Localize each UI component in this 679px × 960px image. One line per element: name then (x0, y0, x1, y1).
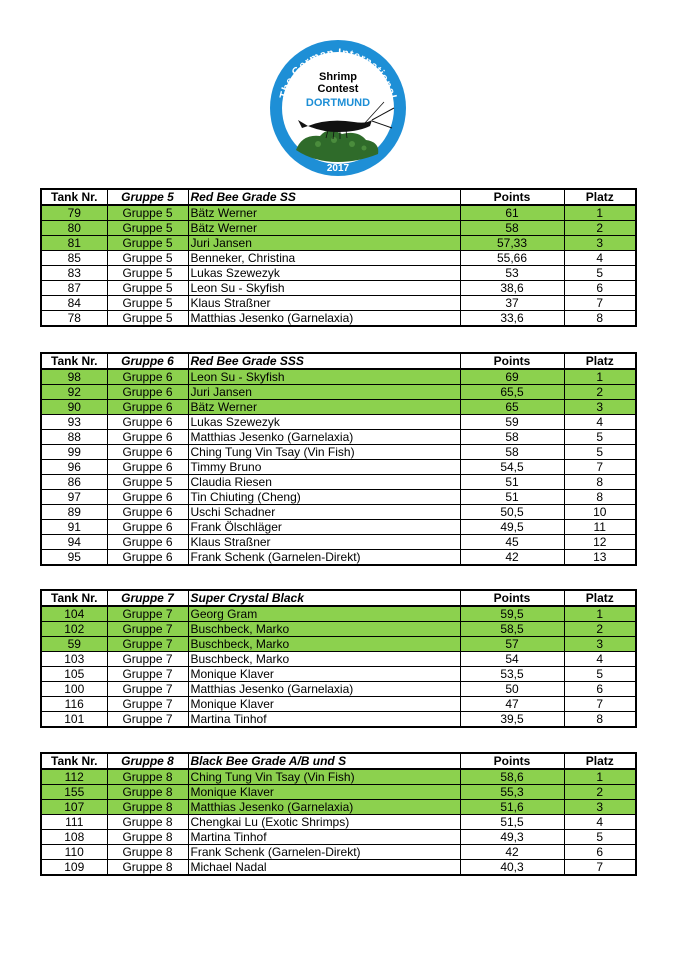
col-header-group: Gruppe 6 (107, 353, 188, 369)
cell-platz: 8 (564, 475, 636, 490)
col-header-tank: Tank Nr. (41, 753, 107, 769)
cell-platz: 1 (564, 205, 636, 221)
cell-group: Gruppe 8 (107, 815, 188, 830)
cell-name: Klaus Straßner (188, 535, 460, 550)
col-header-platz: Platz (564, 189, 636, 205)
cell-points: 37 (460, 296, 564, 311)
table-row (41, 505, 636, 520)
cell-tank: 100 (41, 682, 107, 697)
cell-tank: 96 (41, 460, 107, 475)
cell-name: Leon Su - Skyfish (188, 281, 460, 296)
cell-platz: 8 (564, 311, 636, 327)
cell-platz: 7 (564, 697, 636, 712)
cell-platz: 1 (564, 769, 636, 785)
cell-tank: 111 (41, 815, 107, 830)
cell-points: 65 (460, 400, 564, 415)
cell-points: 54 (460, 652, 564, 667)
cell-points: 54,5 (460, 460, 564, 475)
cell-name: Bätz Werner (188, 221, 460, 236)
logo-line2: Contest (317, 83, 359, 95)
cell-tank: 109 (41, 860, 107, 876)
cell-group: Gruppe 7 (107, 606, 188, 622)
table-row (41, 205, 636, 221)
cell-platz: 4 (564, 815, 636, 830)
cell-name: Matthias Jesenko (Garnelaxia) (188, 430, 460, 445)
cell-group: Gruppe 8 (107, 845, 188, 860)
cell-platz: 8 (564, 490, 636, 505)
col-header-tank: Tank Nr. (41, 189, 107, 205)
cell-name: Claudia Riesen (188, 475, 460, 490)
table-row (41, 311, 636, 327)
cell-tank: 87 (41, 281, 107, 296)
table-row (41, 520, 636, 535)
cell-points: 58,5 (460, 622, 564, 637)
cell-points: 58,6 (460, 769, 564, 785)
cell-platz: 3 (564, 800, 636, 815)
table-row (41, 845, 636, 860)
cell-group: Gruppe 8 (107, 800, 188, 815)
cell-platz: 7 (564, 296, 636, 311)
cell-platz: 2 (564, 622, 636, 637)
cell-platz: 5 (564, 830, 636, 845)
cell-tank: 101 (41, 712, 107, 728)
logo-arc-text: The German International (277, 46, 399, 100)
cell-platz: 13 (564, 550, 636, 566)
cell-name: Monique Klaver (188, 697, 460, 712)
results-table-gruppe-7 (40, 589, 637, 728)
cell-tank: 86 (41, 475, 107, 490)
cell-points: 51,6 (460, 800, 564, 815)
cell-name: Buschbeck, Marko (188, 637, 460, 652)
cell-name: Matthias Jesenko (Garnelaxia) (188, 311, 460, 327)
cell-name: Frank Schenk (Garnelen-Direkt) (188, 845, 460, 860)
cell-name: Martina Tinhof (188, 712, 460, 728)
cell-tank: 107 (41, 800, 107, 815)
cell-name: Tin Chiuting (Cheng) (188, 490, 460, 505)
table-row (41, 800, 636, 815)
table-header-row (41, 189, 636, 205)
cell-group: Gruppe 8 (107, 860, 188, 876)
cell-group: Gruppe 7 (107, 682, 188, 697)
cell-tank: 155 (41, 785, 107, 800)
cell-name: Timmy Bruno (188, 460, 460, 475)
cell-name: Georg Gram (188, 606, 460, 622)
cell-group: Gruppe 7 (107, 622, 188, 637)
table-row (41, 712, 636, 728)
cell-group: Gruppe 5 (107, 311, 188, 327)
cell-name: Frank Ölschläger (188, 520, 460, 535)
cell-tank: 112 (41, 769, 107, 785)
cell-name: Juri Jansen (188, 236, 460, 251)
cell-platz: 6 (564, 845, 636, 860)
cell-name: Buschbeck, Marko (188, 652, 460, 667)
table-row (41, 550, 636, 566)
cell-platz: 3 (564, 400, 636, 415)
table-row (41, 652, 636, 667)
cell-points: 50,5 (460, 505, 564, 520)
col-header-points: Points (460, 753, 564, 769)
table-row (41, 682, 636, 697)
cell-points: 57,33 (460, 236, 564, 251)
cell-name: Uschi Schadner (188, 505, 460, 520)
cell-platz: 7 (564, 460, 636, 475)
table-row (41, 236, 636, 251)
col-header-points: Points (460, 189, 564, 205)
cell-points: 49,5 (460, 520, 564, 535)
cell-platz: 4 (564, 652, 636, 667)
cell-group: Gruppe 6 (107, 445, 188, 460)
table-row (41, 535, 636, 550)
cell-platz: 5 (564, 266, 636, 281)
col-header-category: Super Crystal Black (188, 590, 460, 606)
cell-group: Gruppe 5 (107, 251, 188, 266)
cell-tank: 59 (41, 637, 107, 652)
cell-tank: 88 (41, 430, 107, 445)
cell-tank: 92 (41, 385, 107, 400)
col-header-category: Red Bee Grade SS (188, 189, 460, 205)
col-header-group: Gruppe 8 (107, 753, 188, 769)
cell-name: Ching Tung Vin Tsay (Vin Fish) (188, 769, 460, 785)
cell-name: Ching Tung Vin Tsay (Vin Fish) (188, 445, 460, 460)
table-row (41, 830, 636, 845)
cell-group: Gruppe 6 (107, 400, 188, 415)
cell-points: 59 (460, 415, 564, 430)
cell-tank: 98 (41, 369, 107, 385)
cell-group: Gruppe 5 (107, 281, 188, 296)
cell-points: 40,3 (460, 860, 564, 876)
cell-group: Gruppe 6 (107, 430, 188, 445)
cell-points: 57 (460, 637, 564, 652)
table-row (41, 296, 636, 311)
cell-platz: 6 (564, 281, 636, 296)
cell-name: Matthias Jesenko (Garnelaxia) (188, 800, 460, 815)
table-row (41, 430, 636, 445)
cell-group: Gruppe 6 (107, 505, 188, 520)
results-table-gruppe-6 (40, 352, 637, 566)
cell-name: Bätz Werner (188, 205, 460, 221)
cell-platz: 3 (564, 236, 636, 251)
cell-points: 38,6 (460, 281, 564, 296)
cell-points: 45 (460, 535, 564, 550)
cell-platz: 12 (564, 535, 636, 550)
cell-platz: 6 (564, 682, 636, 697)
cell-tank: 78 (41, 311, 107, 327)
logo-line1: Shrimp (319, 71, 357, 83)
cell-group: Gruppe 6 (107, 385, 188, 400)
table-row (41, 490, 636, 505)
cell-group: Gruppe 5 (107, 266, 188, 281)
table-row (41, 281, 636, 296)
cell-points: 61 (460, 205, 564, 221)
cell-points: 58 (460, 430, 564, 445)
table-row (41, 445, 636, 460)
cell-tank: 94 (41, 535, 107, 550)
col-header-group: Gruppe 5 (107, 189, 188, 205)
table-row (41, 475, 636, 490)
cell-points: 59,5 (460, 606, 564, 622)
cell-points: 53,5 (460, 667, 564, 682)
col-header-tank: Tank Nr. (41, 590, 107, 606)
cell-platz: 5 (564, 430, 636, 445)
cell-platz: 8 (564, 712, 636, 728)
cell-points: 49,3 (460, 830, 564, 845)
cell-group: Gruppe 7 (107, 637, 188, 652)
cell-platz: 5 (564, 667, 636, 682)
table-header-row (41, 353, 636, 369)
col-header-tank: Tank Nr. (41, 353, 107, 369)
cell-name: Matthias Jesenko (Garnelaxia) (188, 682, 460, 697)
cell-group: Gruppe 7 (107, 667, 188, 682)
cell-group: Gruppe 6 (107, 520, 188, 535)
cell-tank: 105 (41, 667, 107, 682)
cell-tank: 116 (41, 697, 107, 712)
cell-platz: 4 (564, 415, 636, 430)
table-row (41, 460, 636, 475)
cell-name: Leon Su - Skyfish (188, 369, 460, 385)
col-header-category: Black Bee Grade A/B und S (188, 753, 460, 769)
cell-group: Gruppe 5 (107, 475, 188, 490)
cell-tank: 91 (41, 520, 107, 535)
col-header-group: Gruppe 7 (107, 590, 188, 606)
results-table-gruppe-5 (40, 188, 637, 327)
cell-name: Monique Klaver (188, 667, 460, 682)
cell-points: 33,6 (460, 311, 564, 327)
cell-name: Buschbeck, Marko (188, 622, 460, 637)
table-row (41, 785, 636, 800)
table-row (41, 606, 636, 622)
col-header-platz: Platz (564, 753, 636, 769)
cell-points: 42 (460, 550, 564, 566)
cell-name: Frank Schenk (Garnelen-Direkt) (188, 550, 460, 566)
cell-tank: 83 (41, 266, 107, 281)
cell-tank: 79 (41, 205, 107, 221)
cell-name: Chengkai Lu (Exotic Shrimps) (188, 815, 460, 830)
cell-group: Gruppe 6 (107, 490, 188, 505)
cell-points: 42 (460, 845, 564, 860)
table-row (41, 622, 636, 637)
cell-tank: 99 (41, 445, 107, 460)
cell-tank: 95 (41, 550, 107, 566)
logo-city: DORTMUND (305, 97, 371, 109)
cell-points: 55,66 (460, 251, 564, 266)
cell-platz: 2 (564, 785, 636, 800)
cell-group: Gruppe 7 (107, 652, 188, 667)
cell-group: Gruppe 6 (107, 369, 188, 385)
table-row (41, 815, 636, 830)
cell-name: Lukas Szewezyk (188, 415, 460, 430)
cell-points: 51,5 (460, 815, 564, 830)
contest-logo (268, 38, 408, 178)
cell-points: 50 (460, 682, 564, 697)
cell-points: 58 (460, 221, 564, 236)
table-row (41, 637, 636, 652)
col-header-points: Points (460, 353, 564, 369)
cell-name: Benneker, Christina (188, 251, 460, 266)
table-row (41, 251, 636, 266)
table-row (41, 415, 636, 430)
col-header-category: Red Bee Grade SSS (188, 353, 460, 369)
cell-group: Gruppe 5 (107, 236, 188, 251)
cell-platz: 3 (564, 637, 636, 652)
col-header-points: Points (460, 590, 564, 606)
cell-tank: 103 (41, 652, 107, 667)
table-row (41, 369, 636, 385)
cell-platz: 5 (564, 445, 636, 460)
cell-group: Gruppe 5 (107, 296, 188, 311)
cell-name: Lukas Szewezyk (188, 266, 460, 281)
cell-name: Bätz Werner (188, 400, 460, 415)
table-row (41, 400, 636, 415)
cell-tank: 108 (41, 830, 107, 845)
cell-platz: 11 (564, 520, 636, 535)
cell-points: 51 (460, 490, 564, 505)
cell-tank: 89 (41, 505, 107, 520)
cell-points: 65,5 (460, 385, 564, 400)
cell-platz: 1 (564, 369, 636, 385)
cell-group: Gruppe 6 (107, 535, 188, 550)
cell-name: Martina Tinhof (188, 830, 460, 845)
cell-tank: 97 (41, 490, 107, 505)
cell-group: Gruppe 6 (107, 550, 188, 566)
cell-tank: 102 (41, 622, 107, 637)
cell-tank: 81 (41, 236, 107, 251)
cell-name: Juri Jansen (188, 385, 460, 400)
cell-platz: 2 (564, 221, 636, 236)
cell-points: 69 (460, 369, 564, 385)
cell-group: Gruppe 6 (107, 415, 188, 430)
cell-group: Gruppe 8 (107, 830, 188, 845)
cell-group: Gruppe 7 (107, 697, 188, 712)
table-header-row (41, 753, 636, 769)
col-header-platz: Platz (564, 353, 636, 369)
cell-platz: 7 (564, 860, 636, 876)
cell-platz: 4 (564, 251, 636, 266)
logo-year: 2017 (326, 163, 350, 174)
table-row (41, 860, 636, 876)
table-row (41, 385, 636, 400)
cell-platz: 2 (564, 385, 636, 400)
cell-group: Gruppe 8 (107, 769, 188, 785)
cell-points: 58 (460, 445, 564, 460)
cell-tank: 93 (41, 415, 107, 430)
cell-name: Klaus Straßner (188, 296, 460, 311)
cell-tank: 85 (41, 251, 107, 266)
table-row (41, 697, 636, 712)
cell-points: 55,3 (460, 785, 564, 800)
cell-name: Monique Klaver (188, 785, 460, 800)
cell-group: Gruppe 8 (107, 785, 188, 800)
table-header-row (41, 590, 636, 606)
cell-tank: 104 (41, 606, 107, 622)
table-row (41, 769, 636, 785)
cell-tank: 80 (41, 221, 107, 236)
cell-group: Gruppe 6 (107, 460, 188, 475)
cell-points: 51 (460, 475, 564, 490)
table-row (41, 266, 636, 281)
cell-platz: 10 (564, 505, 636, 520)
cell-group: Gruppe 5 (107, 205, 188, 221)
cell-group: Gruppe 5 (107, 221, 188, 236)
table-row (41, 221, 636, 236)
cell-points: 53 (460, 266, 564, 281)
results-table-gruppe-8 (40, 752, 637, 876)
cell-tank: 84 (41, 296, 107, 311)
cell-group: Gruppe 7 (107, 712, 188, 728)
cell-tank: 110 (41, 845, 107, 860)
cell-points: 39,5 (460, 712, 564, 728)
cell-points: 47 (460, 697, 564, 712)
cell-platz: 1 (564, 606, 636, 622)
table-row (41, 667, 636, 682)
col-header-platz: Platz (564, 590, 636, 606)
cell-name: Michael Nadal (188, 860, 460, 876)
cell-tank: 90 (41, 400, 107, 415)
